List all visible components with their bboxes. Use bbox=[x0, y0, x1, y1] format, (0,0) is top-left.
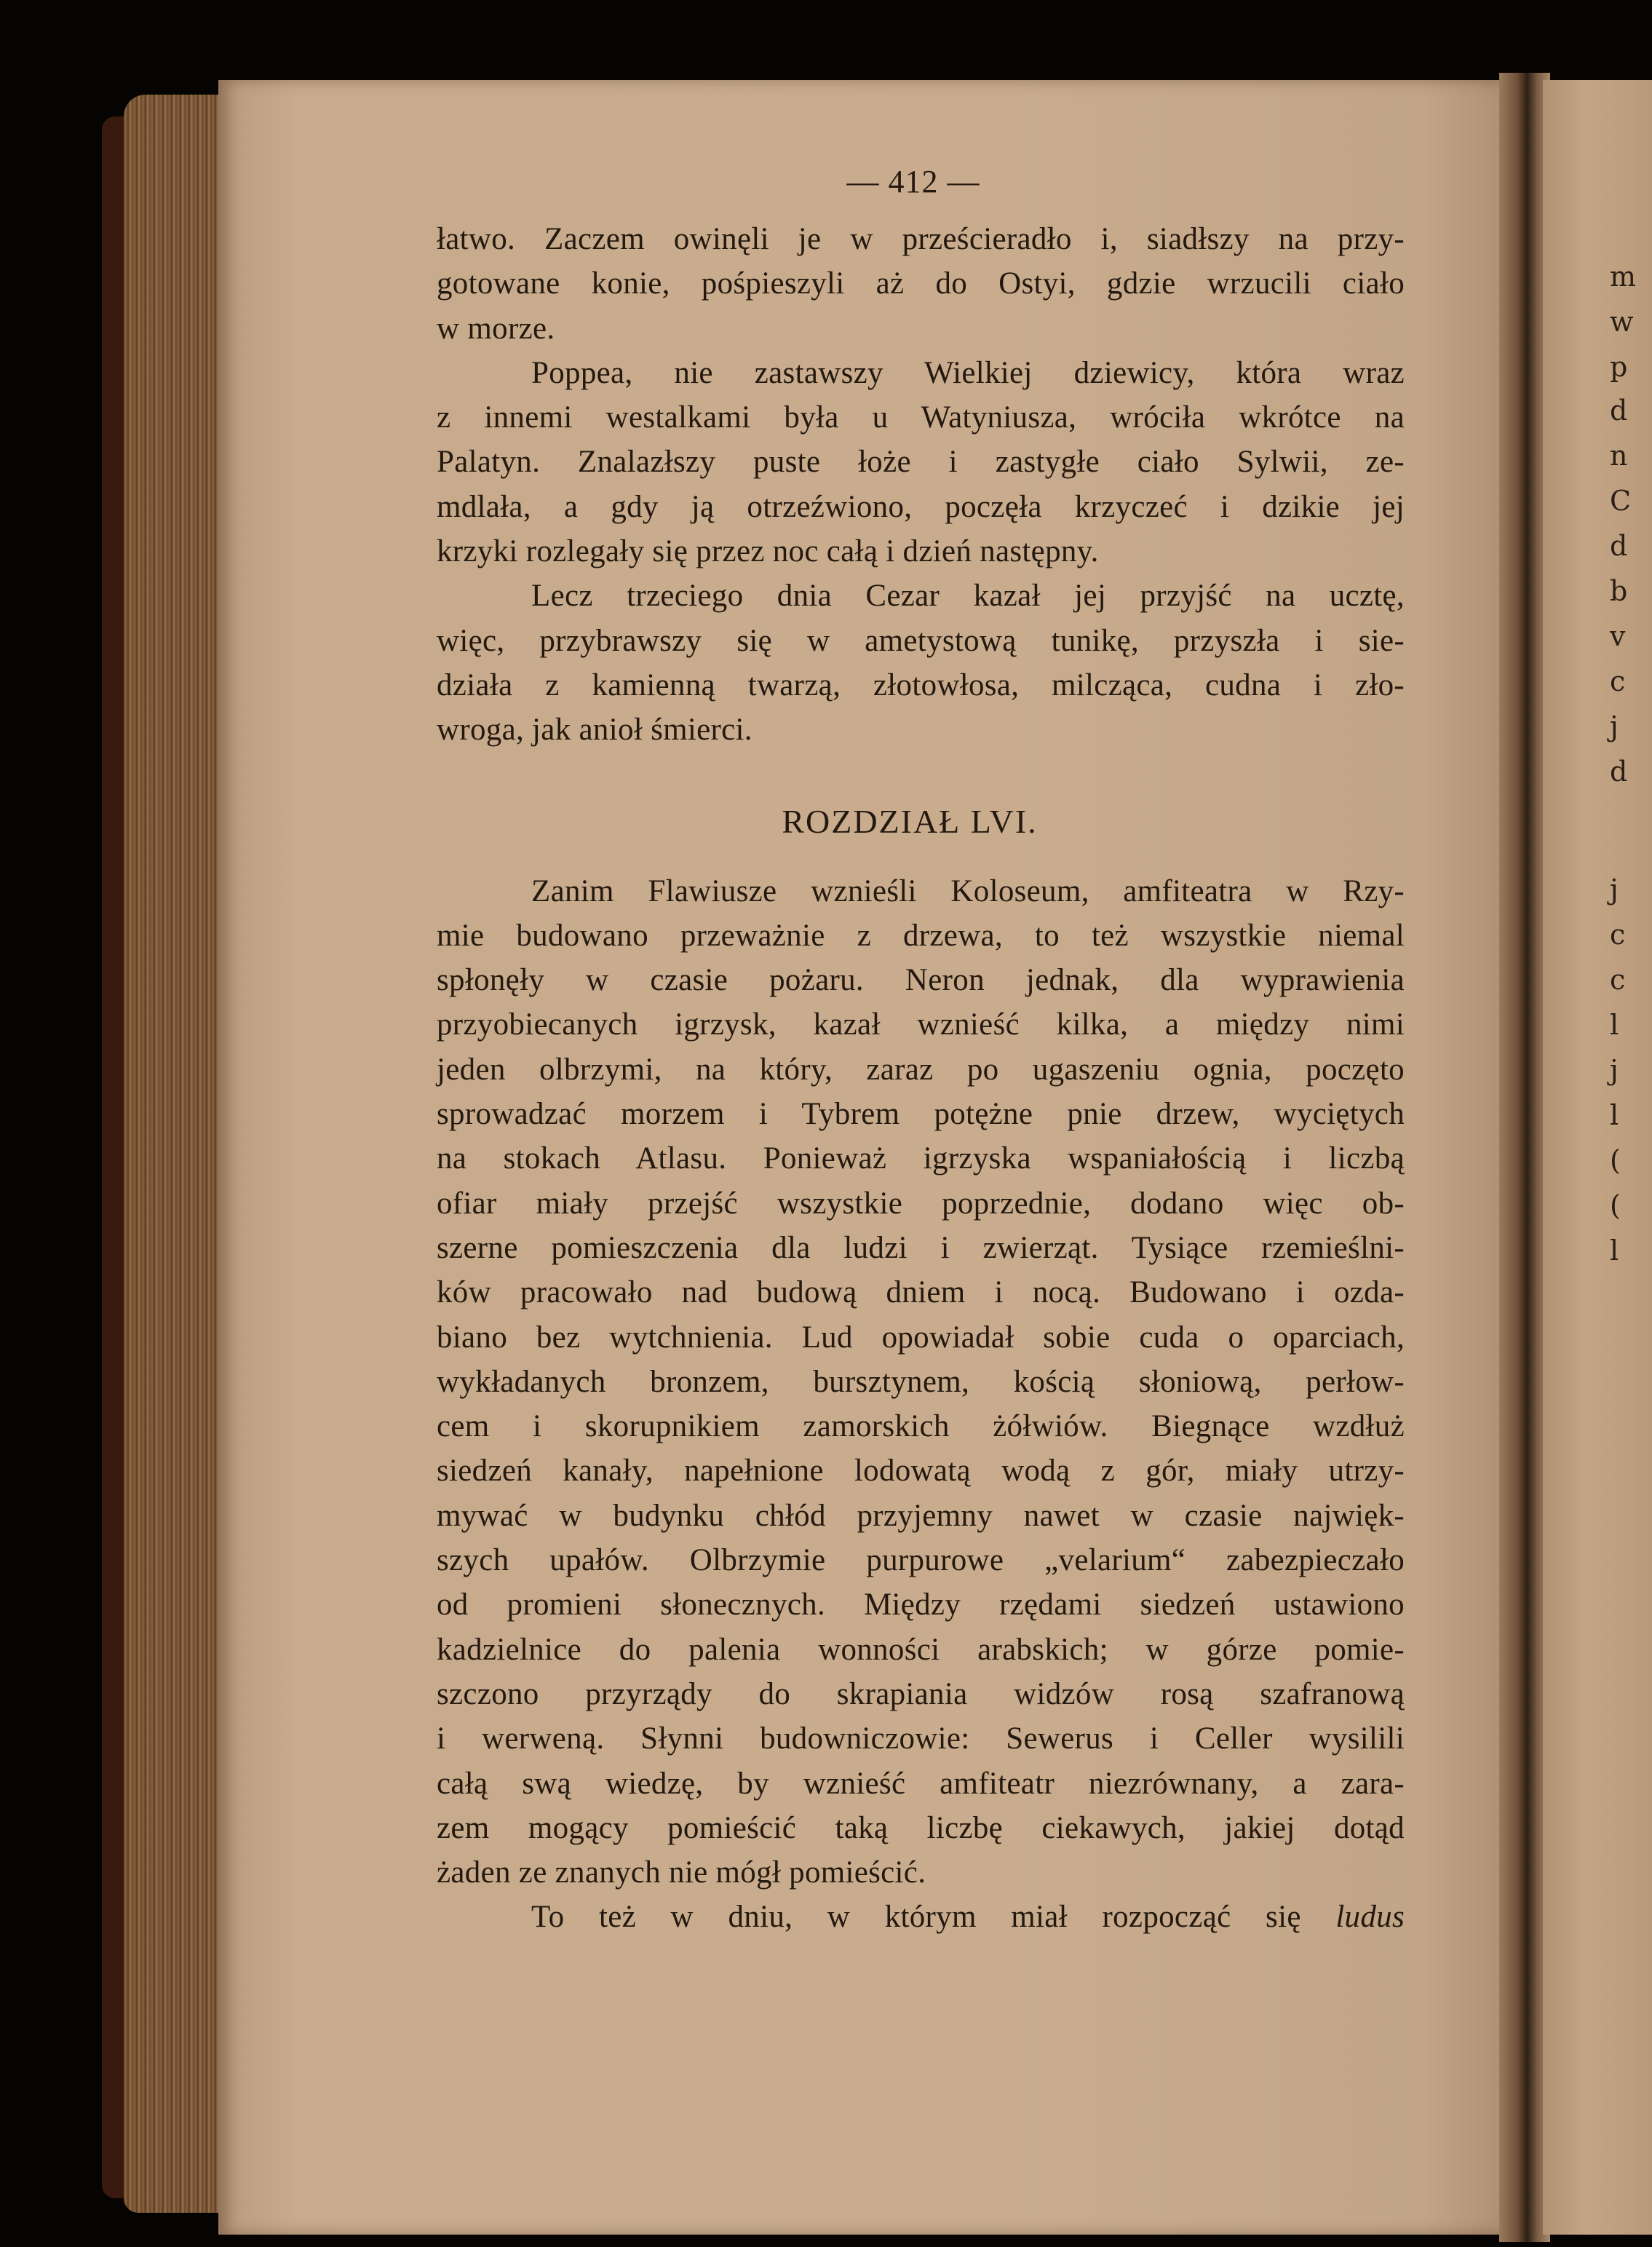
text-line: łatwo. Zaczem owinęli je w prześcieradło i, siadłszy na przy- bbox=[437, 222, 1405, 256]
text-line: szczono przyrządy do skrapiania widzów rosą szafranową bbox=[437, 1676, 1405, 1711]
text-line: całą swą wiedzę, by wznieść amfiteatr niezrównany, a zara- bbox=[437, 1766, 1405, 1801]
text-line: przyobiecanych igrzysk, kazał wznieść kilka, a między nimi bbox=[437, 1007, 1405, 1042]
right-page-fragment: d bbox=[1610, 530, 1628, 562]
right-page-fragment: v bbox=[1610, 620, 1626, 652]
text-line: krzyki rozlegały się przez noc całą i dzień następny. bbox=[437, 534, 1099, 569]
right-page-fragment: ( bbox=[1610, 1144, 1621, 1176]
right-page-fragment: l bbox=[1610, 1099, 1619, 1131]
text-line: biano bez wytchnienia. Lud opowiadał sobie cuda o oparciach, bbox=[437, 1320, 1405, 1355]
right-page-fragment: j bbox=[1610, 1054, 1619, 1086]
text-line: ofiar miały przejść wszystkie poprzednie, dodano więc ob- bbox=[437, 1186, 1405, 1221]
text-line: Poppea, nie zastawszy Wielkiej dziewicy, która wraz bbox=[531, 355, 1405, 390]
book-page-right-fragment bbox=[1543, 80, 1652, 2235]
chapter-title: ROZDZIAŁ LVI. bbox=[782, 802, 1038, 840]
text-line: od promieni słonecznych. Między rzędami siedzeń ustawiono bbox=[437, 1588, 1405, 1622]
text-line: w morze. bbox=[437, 311, 555, 346]
text-line: mie budowano przeważnie z drzewa, to też wszystkie niemal bbox=[437, 918, 1405, 953]
right-page-fragment: m bbox=[1610, 261, 1637, 293]
text-line: na stokach Atlasu. Ponieważ igrzyska wspaniałością i liczbą bbox=[437, 1141, 1405, 1176]
right-page-fragment: c bbox=[1610, 665, 1626, 697]
right-page-fragment: C bbox=[1610, 485, 1632, 517]
text-line: cem i skorupnikiem zamorskich żółwiów. Biegnące wzdłuż bbox=[437, 1409, 1405, 1444]
text-line: Lecz trzeciego dnia Cezar kazał jej przyjść na ucztę, bbox=[531, 579, 1405, 614]
text-line: jeden olbrzymi, na który, zaraz po ugaszeniu ognia, poczęto bbox=[437, 1052, 1405, 1087]
text-line: kadzielnice do palenia wonności arabskich; w górze pomie- bbox=[437, 1632, 1405, 1667]
page-text-column bbox=[437, 156, 1405, 1940]
final-line-text: To też w dniu, w którym miał rozpocząć się bbox=[531, 1900, 1301, 1935]
right-page-fragment: p bbox=[1610, 351, 1628, 383]
text-line-final bbox=[437, 1895, 1405, 1939]
text-line: Zanim Flawiusze wznieśli Koloseum, amfiteatra w Rzy- bbox=[531, 873, 1405, 908]
right-page-fragment: d bbox=[1610, 756, 1628, 788]
right-page-fragment: l bbox=[1610, 1235, 1619, 1267]
right-page-fragment: d bbox=[1610, 395, 1628, 427]
paragraph-block-1 bbox=[437, 217, 1405, 753]
text-line: wykładanych bronzem, bursztynem, kością słoniową, perłow- bbox=[437, 1364, 1405, 1399]
text-line: działa z kamienną twarzą, złotowłosa, milcząca, cudna i zło- bbox=[437, 667, 1405, 702]
right-page-fragment: ( bbox=[1610, 1189, 1621, 1221]
paragraph-block-2 bbox=[437, 869, 1405, 1940]
text-line: spłonęły w czasie pożaru. Neron jednak, dla wyprawienia bbox=[437, 963, 1405, 998]
text-line: szych upałów. Olbrzymie purpurowe „velarium“ zabezpieczało bbox=[437, 1543, 1405, 1578]
text-line: żaden ze znanych nie mógł pomieścić. bbox=[437, 1855, 926, 1890]
text-line: szerne pomieszczenia dla ludzi i zwierząt. Tysiące rzemieślni- bbox=[437, 1230, 1405, 1265]
right-page-fragment: j bbox=[1610, 873, 1619, 905]
final-line-italic-word: ludus bbox=[1335, 1900, 1405, 1935]
right-page-fragment: c bbox=[1610, 919, 1626, 951]
text-line: sprowadzać morzem i Tybrem potężne pnie drzew, wyciętych bbox=[437, 1097, 1405, 1132]
text-line: ków pracowało nad budową dniem i nocą. Budowano i ozda- bbox=[437, 1275, 1405, 1310]
text-line: Palatyn. Znalazłszy puste łoże i zastygłe ciało Sylwii, ze- bbox=[437, 445, 1405, 480]
right-page-fragment: j bbox=[1610, 710, 1619, 742]
text-line: siedzeń kanały, napełnione lodowatą wodą z gór, miały utrzy- bbox=[437, 1454, 1405, 1489]
right-page-fragment: l bbox=[1610, 1009, 1619, 1041]
right-page-fragment: n bbox=[1610, 440, 1628, 472]
text-line: więc, przybrawszy się w ametystową tunikę, przyszła i sie- bbox=[437, 623, 1405, 658]
right-page-fragment: w bbox=[1610, 306, 1634, 338]
text-line: mywać w budynku chłód przyjemny nawet w czasie najwięk- bbox=[437, 1498, 1405, 1533]
text-line: gotowane konie, pośpieszyli aż do Ostyi, gdzie wrzucili ciało bbox=[437, 266, 1405, 301]
text-line: z innemi westalkami była u Watyniusza, wróciła wkrótce na bbox=[437, 400, 1405, 435]
text-line: wroga, jak anioł śmierci. bbox=[437, 713, 752, 748]
page-number: — 412 — bbox=[846, 164, 980, 199]
text-line: i werweną. Słynni budowniczowie: Sewerus i Celler wysilili bbox=[437, 1721, 1405, 1756]
text-line: mdlała, a gdy ją otrzeźwiono, poczęła krzyczeć i dzikie jej bbox=[437, 489, 1405, 524]
right-page-fragment: b bbox=[1610, 575, 1628, 607]
text-line: zem mogący pomieścić taką liczbę ciekawych, jakiej dotąd bbox=[437, 1810, 1405, 1845]
right-page-fragment: c bbox=[1610, 964, 1626, 996]
